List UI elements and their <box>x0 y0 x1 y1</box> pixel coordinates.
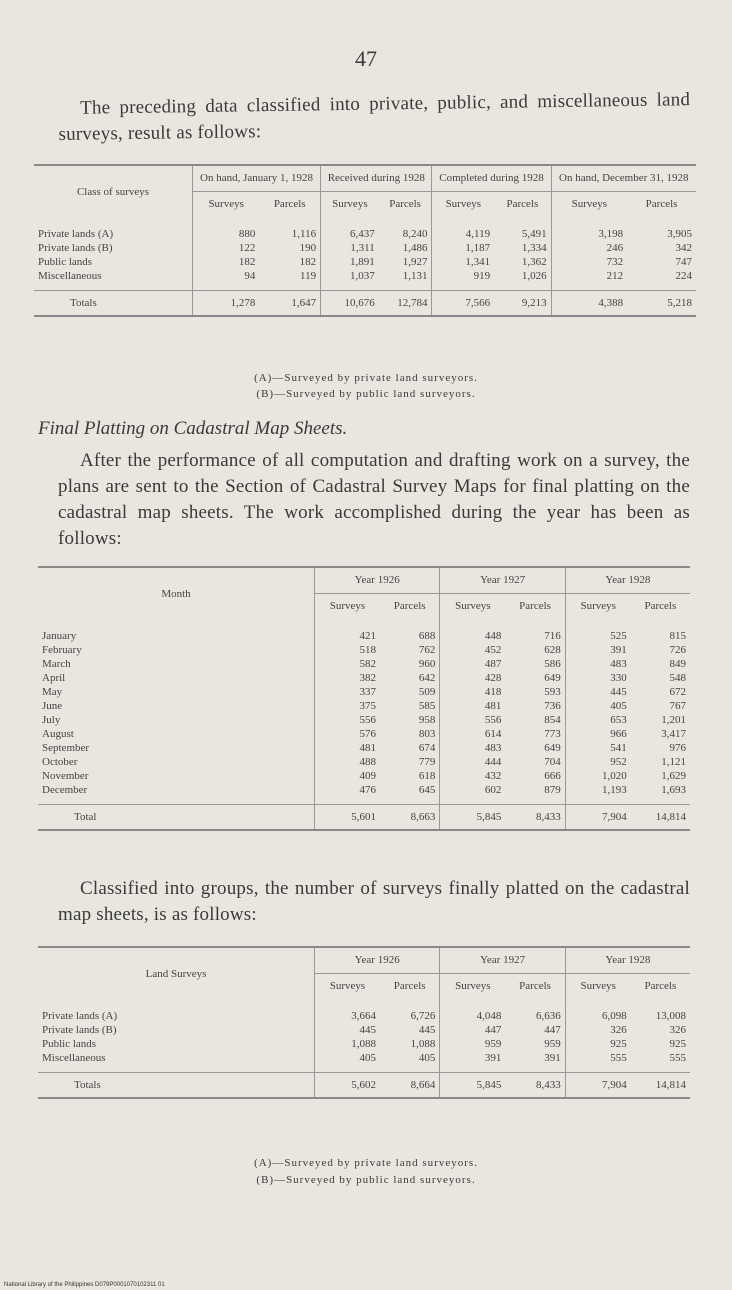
cell-value: 481 <box>440 699 505 713</box>
table3-group-header: Year 1926 <box>315 947 440 974</box>
footnote-b: (B)—Surveyed by public land surveyors. <box>256 388 476 400</box>
cell-value: 8,664 <box>380 1073 440 1099</box>
table1-group-header: On hand, January 1, 1928 <box>193 165 321 192</box>
cell-value: 391 <box>544 1052 561 1064</box>
cell-value: 747 <box>675 256 692 268</box>
cell-value: 1,647 <box>259 291 320 317</box>
table1-sub-header: Parcels <box>379 192 432 219</box>
cell-value: 925 <box>669 1038 686 1050</box>
cell-value: 674 <box>418 742 436 754</box>
section-heading: Final Platting on Cadastral Map Sheets. <box>38 418 348 439</box>
cell-value: 1,193 <box>565 783 630 805</box>
table-row <box>38 699 690 713</box>
cell-value: 767 <box>669 700 686 712</box>
cell-value: 1,311 <box>321 241 379 255</box>
cell-value: 1,121 <box>661 756 686 768</box>
row-label: November <box>42 770 89 782</box>
table-row <box>38 755 690 769</box>
table3-sub-header: Parcels <box>380 974 440 1001</box>
cell-value: 375 <box>315 699 380 713</box>
table2-sub-header: Parcels <box>505 594 565 621</box>
row-label: Private lands (A) <box>42 1010 118 1022</box>
row-label: Totals <box>34 291 193 317</box>
table2-body <box>38 620 690 830</box>
cell-value: 8,433 <box>505 1073 565 1099</box>
row-label: Total <box>38 805 315 831</box>
cell-value: 488 <box>315 755 380 769</box>
cell-value: 556 <box>440 713 505 727</box>
cell-value: 445 <box>418 1024 436 1036</box>
table2-sub-header: Surveys <box>315 594 380 621</box>
cell-value: 94 <box>193 269 260 291</box>
row-label: August <box>42 728 74 740</box>
table1-sub-header: Surveys <box>321 192 379 219</box>
total-row <box>34 291 696 317</box>
cell-value: 6,098 <box>565 1000 630 1023</box>
cell-value: 704 <box>544 756 561 768</box>
table3-group-header: Year 1928 <box>565 947 690 974</box>
table-row <box>38 783 690 805</box>
cell-value: 224 <box>675 270 692 282</box>
cell-value: 666 <box>544 770 561 782</box>
table3-sub-header: Surveys <box>315 974 380 1001</box>
cell-value: 4,119 <box>432 218 494 241</box>
table1-sub-header: Surveys <box>551 192 627 219</box>
cell-value: 1,201 <box>661 714 686 726</box>
cell-value: 732 <box>551 255 627 269</box>
row-label: Public lands <box>42 1038 97 1050</box>
table1-body <box>34 218 696 316</box>
cell-value: 642 <box>418 672 436 684</box>
cell-value: 326 <box>669 1024 686 1036</box>
table2-sub-header: Surveys <box>440 594 505 621</box>
cell-value: 1,037 <box>321 269 379 291</box>
cell-value: 5,845 <box>440 805 505 831</box>
table2-row-header: Month <box>161 587 191 600</box>
table-row <box>38 620 690 643</box>
cell-value: 653 <box>565 713 630 727</box>
table3-sub-header: Surveys <box>440 974 505 1001</box>
cell-value: 8,433 <box>505 805 565 831</box>
cell-value: 952 <box>565 755 630 769</box>
table3-body <box>38 1000 690 1098</box>
row-label: July <box>42 714 61 726</box>
cell-value: 555 <box>669 1052 686 1064</box>
table1-row-header: Class of surveys <box>76 185 150 198</box>
cell-value: 3,417 <box>661 728 686 740</box>
cell-value: 959 <box>440 1037 505 1051</box>
cell-value: 585 <box>418 700 436 712</box>
table-row <box>38 769 690 783</box>
row-label: June <box>42 700 63 712</box>
cell-value: 4,388 <box>551 291 627 317</box>
table-platting-groups <box>38 946 690 1099</box>
cell-value: 602 <box>440 783 505 805</box>
table2-sub-header: Surveys <box>565 594 630 621</box>
cell-value: 919 <box>432 269 494 291</box>
cell-value: 428 <box>440 671 505 685</box>
table1-sub-header: Parcels <box>494 192 551 219</box>
row-label: May <box>42 686 63 698</box>
table-row <box>38 643 690 657</box>
row-label: Miscellaneous <box>38 270 102 282</box>
table1-sub-header: Parcels <box>259 192 320 219</box>
cell-value: 849 <box>669 658 686 670</box>
cell-value: 382 <box>315 671 380 685</box>
table-monthly-platting <box>38 566 690 831</box>
cell-value: 476 <box>315 783 380 805</box>
cell-value: 5,491 <box>521 228 547 240</box>
cell-value: 3,198 <box>551 218 627 241</box>
archive-footer: National Library of the Philippines D079P0001070102311 01 <box>4 1282 165 1288</box>
table-row <box>34 241 696 255</box>
row-label: Totals <box>38 1073 315 1099</box>
cell-value: 958 <box>418 714 436 726</box>
cell-value: 960 <box>418 658 436 670</box>
cell-value: 1,278 <box>193 291 260 317</box>
intro-paragraph: The preceding data classified into private, public, and miscellaneous land surveys, result as follows: <box>58 89 691 145</box>
cell-value: 418 <box>440 685 505 699</box>
table1-group-header: Completed during 1928 <box>432 165 551 192</box>
page-number: 47 <box>355 46 377 71</box>
cell-value: 1,020 <box>565 769 630 783</box>
cell-value: 1,334 <box>521 242 547 254</box>
cell-value: 618 <box>418 770 436 782</box>
cell-value: 182 <box>193 255 260 269</box>
cell-value: 688 <box>418 630 436 642</box>
cell-value: 525 <box>565 620 630 643</box>
table-row <box>34 255 696 269</box>
cell-value: 7,566 <box>432 291 494 317</box>
cell-value: 762 <box>418 644 436 656</box>
cell-value: 582 <box>315 657 380 671</box>
cell-value: 1,486 <box>402 242 428 254</box>
table2-group-header: Year 1927 <box>440 567 565 594</box>
cell-value: 9,213 <box>494 291 551 317</box>
cell-value: 447 <box>544 1024 561 1036</box>
cell-value: 1,116 <box>291 228 317 240</box>
footnote-a: (A)—Surveyed by private land surveyors. <box>254 1157 478 1169</box>
cell-value: 803 <box>418 728 436 740</box>
table1-group-header: On hand, December 31, 1928 <box>551 165 696 192</box>
total-row <box>38 1073 690 1099</box>
cell-value: 5,218 <box>627 291 696 317</box>
table-row <box>34 218 696 241</box>
cell-value: 672 <box>669 686 686 698</box>
footnote-b: (B)—Surveyed by public land surveyors. <box>256 1174 476 1186</box>
table3-group-header: Year 1927 <box>440 947 565 974</box>
table-row <box>38 657 690 671</box>
cell-value: 779 <box>418 756 436 768</box>
groups-paragraph: Classified into groups, the number of surveys finally platted on the cadastral map sheets, is as follows: <box>58 878 690 925</box>
cell-value: 966 <box>565 727 630 741</box>
cell-value: 330 <box>565 671 630 685</box>
table2-sub-header: Parcels <box>380 594 440 621</box>
cell-value: 556 <box>315 713 380 727</box>
cell-value: 1,927 <box>402 256 428 268</box>
row-label: Private lands (B) <box>38 242 113 254</box>
table-row <box>38 685 690 699</box>
table-survey-classes <box>34 164 696 317</box>
cell-value: 487 <box>440 657 505 671</box>
cell-value: 337 <box>315 685 380 699</box>
cell-value: 326 <box>565 1023 630 1037</box>
cell-value: 6,636 <box>536 1010 561 1022</box>
cell-value: 8,663 <box>380 805 440 831</box>
cell-value: 586 <box>544 658 561 670</box>
cell-value: 815 <box>669 630 686 642</box>
row-label: Public lands <box>38 256 93 268</box>
cell-value: 122 <box>193 241 260 255</box>
table2-sub-header: Parcels <box>631 594 690 621</box>
cell-value: 548 <box>669 672 686 684</box>
cell-value: 432 <box>440 769 505 783</box>
cell-value: 409 <box>315 769 380 783</box>
cell-value: 14,814 <box>631 1073 690 1099</box>
cell-value: 576 <box>315 727 380 741</box>
total-row <box>38 805 690 831</box>
cell-value: 726 <box>669 644 686 656</box>
cell-value: 1,131 <box>402 270 428 282</box>
platting-paragraph: After the performance of all computation and drafting work on a survey, the plans are sent to the Section of Cadastral Survey Maps for final platting on the cadastral map sheets. The work accomplished during the year has been as follows: <box>58 450 690 549</box>
cell-value: 736 <box>544 700 561 712</box>
cell-value: 448 <box>440 620 505 643</box>
cell-value: 481 <box>315 741 380 755</box>
table1-sub-header: Surveys <box>193 192 260 219</box>
footnote-a: (A)—Surveyed by private land surveyors. <box>254 372 478 384</box>
cell-value: 628 <box>544 644 561 656</box>
row-label: December <box>42 784 88 796</box>
table3-sub-header: Parcels <box>505 974 565 1001</box>
row-label: Private lands (A) <box>38 228 114 240</box>
cell-value: 1,341 <box>432 255 494 269</box>
cell-value: 445 <box>315 1023 380 1037</box>
cell-value: 1,362 <box>521 256 547 268</box>
table-row <box>38 1037 690 1051</box>
cell-value: 391 <box>440 1051 505 1073</box>
row-label: January <box>42 630 77 642</box>
cell-value: 483 <box>565 657 630 671</box>
cell-value: 645 <box>418 784 436 796</box>
cell-value: 880 <box>193 218 260 241</box>
cell-value: 976 <box>669 742 686 754</box>
table-row <box>38 1023 690 1037</box>
cell-value: 445 <box>565 685 630 699</box>
cell-value: 444 <box>440 755 505 769</box>
table1-sub-header: Surveys <box>432 192 494 219</box>
cell-value: 10,676 <box>321 291 379 317</box>
cell-value: 7,904 <box>565 1073 630 1099</box>
row-label: March <box>42 658 71 670</box>
cell-value: 773 <box>544 728 561 740</box>
cell-value: 8,240 <box>402 228 428 240</box>
cell-value: 13,008 <box>655 1010 686 1022</box>
cell-value: 593 <box>544 686 561 698</box>
table3-row-header: Land Surveys <box>145 967 207 980</box>
table-row <box>34 269 696 291</box>
table2-group-header: Year 1928 <box>565 567 690 594</box>
cell-value: 879 <box>544 784 561 796</box>
table1-group-header: Received during 1928 <box>321 165 432 192</box>
cell-value: 5,601 <box>315 805 380 831</box>
cell-value: 391 <box>565 643 630 657</box>
cell-value: 541 <box>565 741 630 755</box>
cell-value: 854 <box>544 714 561 726</box>
cell-value: 182 <box>299 256 317 268</box>
cell-value: 7,904 <box>565 805 630 831</box>
cell-value: 405 <box>418 1052 436 1064</box>
table-row <box>38 1051 690 1073</box>
cell-value: 649 <box>544 672 561 684</box>
cell-value: 959 <box>544 1038 561 1050</box>
cell-value: 12,784 <box>379 291 432 317</box>
cell-value: 1,026 <box>521 270 547 282</box>
cell-value: 6,437 <box>321 218 379 241</box>
row-label: September <box>42 742 90 754</box>
table-row <box>38 741 690 755</box>
table-row <box>38 671 690 685</box>
cell-value: 452 <box>440 643 505 657</box>
cell-value: 5,602 <box>315 1073 380 1099</box>
cell-value: 1,693 <box>661 784 686 796</box>
cell-value: 1,088 <box>410 1038 436 1050</box>
cell-value: 14,814 <box>631 805 690 831</box>
cell-value: 405 <box>315 1051 380 1073</box>
cell-value: 1,629 <box>661 770 686 782</box>
cell-value: 4,048 <box>440 1000 505 1023</box>
table2-group-header: Year 1926 <box>315 567 440 594</box>
cell-value: 716 <box>544 630 561 642</box>
cell-value: 6,726 <box>410 1010 436 1022</box>
row-label: Private lands (B) <box>42 1024 117 1036</box>
cell-value: 925 <box>565 1037 630 1051</box>
cell-value: 342 <box>675 242 692 254</box>
table3-sub-header: Parcels <box>631 974 690 1001</box>
cell-value: 509 <box>418 686 436 698</box>
table-row <box>38 727 690 741</box>
row-label: February <box>42 644 82 656</box>
cell-value: 405 <box>565 699 630 713</box>
table-row <box>38 713 690 727</box>
cell-value: 246 <box>551 241 627 255</box>
row-label: Miscellaneous <box>42 1052 106 1064</box>
cell-value: 649 <box>544 742 561 754</box>
cell-value: 1,891 <box>321 255 379 269</box>
cell-value: 3,905 <box>667 228 692 240</box>
cell-value: 212 <box>551 269 627 291</box>
cell-value: 3,664 <box>315 1000 380 1023</box>
cell-value: 421 <box>315 620 380 643</box>
table-row <box>38 1000 690 1023</box>
cell-value: 119 <box>299 270 317 282</box>
cell-value: 190 <box>299 242 317 254</box>
cell-value: 483 <box>440 741 505 755</box>
row-label: April <box>42 672 66 684</box>
cell-value: 5,845 <box>440 1073 505 1099</box>
cell-value: 614 <box>440 727 505 741</box>
cell-value: 555 <box>565 1051 630 1073</box>
cell-value: 447 <box>440 1023 505 1037</box>
table3-sub-header: Surveys <box>565 974 630 1001</box>
cell-value: 1,187 <box>432 241 494 255</box>
cell-value: 1,088 <box>315 1037 380 1051</box>
cell-value: 518 <box>315 643 380 657</box>
table1-sub-header: Parcels <box>627 192 696 219</box>
row-label: October <box>42 756 78 768</box>
